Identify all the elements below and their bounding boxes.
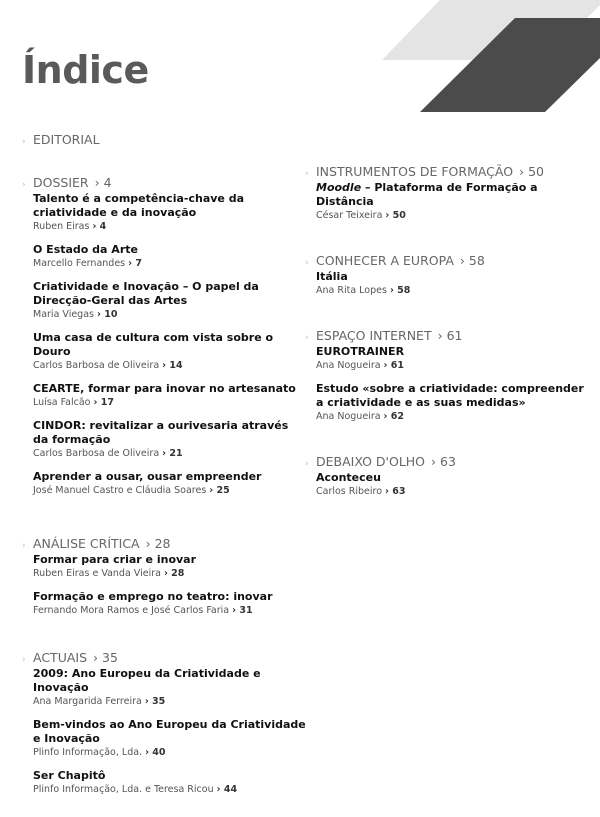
entry-author: Fernando Mora Ramos e José Carlos Faria — [33, 605, 230, 616]
entry-author: Ana Margarida Ferreira — [33, 696, 142, 707]
entry-author-line — [33, 308, 307, 322]
toc-entry[interactable] — [33, 243, 307, 271]
section-dossier — [22, 175, 307, 498]
section-page-number: › 58 — [459, 253, 485, 268]
entry-author: Ana Nogueira — [316, 411, 381, 422]
entry-title-text: Formação e emprego no teatro: inovar — [33, 590, 273, 603]
entry-page-number: › 21 — [162, 448, 183, 459]
entry-title — [33, 769, 307, 783]
toc-entry[interactable] — [33, 331, 307, 373]
entry-author: Maria Viegas — [33, 309, 94, 320]
section-name: ESPAÇO INTERNET — [316, 328, 432, 343]
section-arrow-icon: › — [22, 541, 26, 551]
entry-author-line — [33, 447, 307, 461]
entry-author: Plinfo Informação, Lda. — [33, 747, 143, 758]
toc-entry[interactable] — [316, 270, 595, 298]
entry-page-number: › 10 — [96, 309, 118, 320]
entry-page-number: › 25 — [209, 485, 230, 496]
entry-title-text: 2009: Ano Europeu da Criatividade e Inovação — [33, 667, 261, 694]
section-arrow-icon: › — [22, 655, 26, 665]
section-heading[interactable] — [305, 328, 595, 343]
entry-author-line — [316, 485, 595, 499]
toc-left-column — [22, 132, 307, 817]
entry-author: José Manuel Castro e Cláudia Soares — [33, 485, 207, 496]
entry-title — [33, 243, 307, 257]
section-name: DEBAIXO D'OLHO — [316, 454, 426, 469]
entry-title-text: Itália — [316, 270, 348, 283]
entry-title — [33, 667, 307, 695]
section-heading[interactable] — [305, 454, 595, 469]
section-name: ACTUAIS — [33, 650, 88, 665]
entry-page-number: › 4 — [92, 221, 107, 232]
entry-author: Marcello Fernandes — [33, 258, 126, 269]
entry-title-text: O Estado da Arte — [33, 243, 138, 256]
section-heading[interactable] — [22, 175, 307, 190]
entry-title-text: CEARTE, formar para inovar no artesanato — [33, 382, 296, 395]
entry-page-number: › 28 — [163, 568, 185, 579]
entry-author-line — [33, 220, 307, 234]
entry-title-italic: Moodle — [316, 181, 362, 194]
section-page-number: › 35 — [93, 650, 118, 665]
entry-page-number: › 31 — [232, 605, 253, 616]
section-arrow-icon: › — [305, 459, 309, 469]
entry-page-number: › 50 — [385, 210, 406, 221]
entry-title — [316, 270, 595, 284]
section-heading[interactable] — [305, 164, 595, 179]
entry-title-text: – Plataforma de Formação a Distância — [316, 181, 538, 208]
entry-author: Carlos Barbosa de Oliveira — [33, 448, 160, 459]
entry-title — [33, 331, 307, 359]
section-page-number: › 50 — [519, 164, 544, 179]
entry-author-line — [33, 604, 307, 618]
entry-author-line — [316, 410, 595, 424]
entry-title-text: Ser Chapitô — [33, 769, 106, 782]
entry-title-text: Uma casa de cultura com vista sobre o Douro — [33, 331, 274, 358]
entry-page-number: › 63 — [385, 486, 406, 497]
page-title: Índice — [22, 48, 149, 92]
entry-title-text: CINDOR: revitalizar a ourivesaria através da formação — [33, 419, 289, 446]
section-page-number: › 61 — [437, 328, 463, 343]
entry-page-number: › 44 — [216, 784, 238, 795]
entry-title — [33, 419, 307, 447]
entry-author-line — [33, 567, 307, 581]
entry-author-line — [316, 284, 595, 298]
section-name: CONHECER A EUROPA — [316, 253, 454, 268]
toc-entry[interactable] — [33, 382, 307, 410]
entry-title — [33, 590, 307, 604]
toc-entry[interactable] — [316, 181, 595, 223]
entry-title — [33, 382, 307, 396]
toc-entry[interactable] — [316, 382, 595, 424]
toc-entry[interactable] — [316, 471, 595, 499]
entry-author-line — [33, 783, 307, 797]
entry-page-number: › 17 — [93, 397, 114, 408]
toc-entry[interactable] — [33, 590, 307, 618]
entry-title-text: Talento é a competência-chave da criatividade e da inovação — [33, 192, 244, 219]
entry-page-number: › 14 — [162, 360, 183, 371]
entry-title — [316, 181, 595, 209]
section-arrow-icon: › — [305, 258, 309, 268]
entry-author: César Teixeira — [316, 210, 383, 221]
section-analise-critica — [22, 536, 307, 618]
section-arrow-icon: › — [22, 137, 26, 147]
section-name: DOSSIER — [33, 175, 89, 190]
section-espaco-internet — [305, 328, 595, 424]
entry-author: Ruben Eiras e Vanda Vieira — [33, 568, 161, 579]
entry-author: Carlos Barbosa de Oliveira — [33, 360, 160, 371]
toc-entry[interactable] — [33, 280, 307, 322]
toc-right-column — [305, 164, 595, 529]
toc-entry[interactable] — [33, 419, 307, 461]
entry-author: Ruben Eiras — [33, 221, 90, 232]
section-arrow-icon: › — [305, 333, 309, 343]
section-heading[interactable] — [22, 536, 307, 551]
toc-entry[interactable] — [33, 718, 307, 760]
entry-page-number: › 62 — [383, 411, 404, 422]
entry-page-number: › 40 — [145, 747, 166, 758]
entry-author-line — [316, 209, 595, 223]
section-editorial — [22, 132, 307, 147]
entry-title-text: Aprender a ousar, ousar empreender — [33, 470, 262, 483]
entry-author-line — [33, 359, 307, 373]
section-page-number: › 4 — [94, 175, 112, 190]
section-arrow-icon: › — [305, 169, 309, 179]
toc-entry[interactable] — [33, 769, 307, 797]
section-actuais — [22, 650, 307, 797]
entry-page-number: › 7 — [128, 258, 142, 269]
entry-author-line — [33, 746, 307, 760]
section-name: ANÁLISE CRÍTICA — [33, 536, 140, 551]
section-heading[interactable] — [305, 253, 595, 268]
entry-author: Carlos Ribeiro — [316, 486, 383, 497]
entry-title — [33, 280, 307, 308]
section-instrumentos-de-formacao — [305, 164, 595, 223]
section-name: EDITORIAL — [33, 132, 100, 147]
entry-title-text: Bem-vindos ao Ano Europeu da Criatividade e Inovação — [33, 718, 306, 745]
entry-title — [33, 192, 307, 220]
entry-author-line — [33, 257, 307, 271]
section-arrow-icon: › — [22, 180, 26, 190]
entry-title-text: EUROTRAINER — [316, 345, 405, 358]
entry-title-text: Formar para criar e inovar — [33, 553, 197, 566]
entry-author: Ana Rita Lopes — [316, 285, 387, 296]
section-page-number: › 63 — [431, 454, 456, 469]
entry-title — [316, 345, 595, 359]
entry-author: Ana Nogueira — [316, 360, 381, 371]
entry-author-line — [33, 484, 307, 498]
section-name: INSTRUMENTOS DE FORMAÇÃO — [316, 164, 514, 179]
section-heading[interactable] — [22, 132, 307, 147]
entry-page-number: › 35 — [144, 696, 166, 707]
entry-author: Luísa Falcão — [33, 397, 91, 408]
section-debaixo-d-olho — [305, 454, 595, 499]
entry-title — [316, 471, 595, 485]
entry-author: Plinfo Informação, Lda. e Teresa Ricou — [33, 784, 214, 795]
entry-title — [33, 470, 307, 484]
entry-page-number: › 58 — [389, 285, 411, 296]
toc-entry[interactable] — [33, 470, 307, 498]
toc-entry[interactable] — [316, 345, 595, 373]
entry-author-line — [33, 396, 307, 410]
entry-author-line — [316, 359, 595, 373]
entry-title — [316, 382, 595, 410]
entry-title — [33, 553, 307, 567]
toc-entry[interactable] — [33, 553, 307, 581]
section-conhecer-a-europa — [305, 253, 595, 298]
entry-author-line — [33, 695, 307, 709]
entry-page-number: › 61 — [383, 360, 404, 371]
toc-entry[interactable] — [33, 192, 307, 234]
toc-entry[interactable] — [33, 667, 307, 709]
section-heading[interactable] — [22, 650, 307, 665]
entry-title-text: Criatividade e Inovação – O papel da Direcção-Geral das Artes — [33, 280, 259, 307]
entry-title-text: Aconteceu — [316, 471, 381, 484]
entry-title-text: Estudo «sobre a criatividade: compreender a criatividade e as suas medidas» — [316, 382, 584, 409]
section-page-number: › 28 — [145, 536, 171, 551]
entry-title — [33, 718, 307, 746]
